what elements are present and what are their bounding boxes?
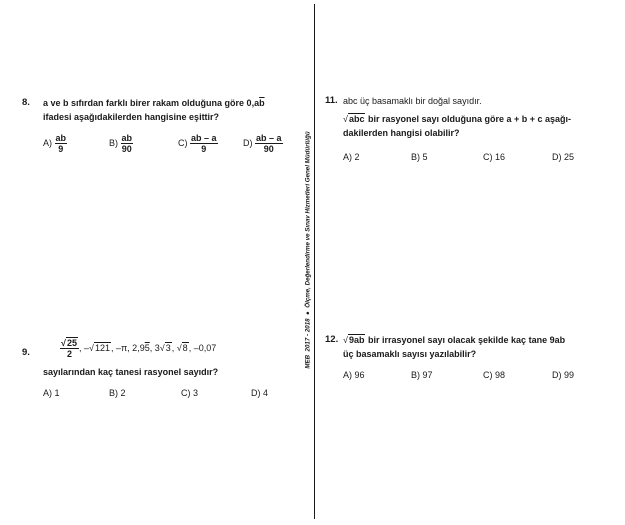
question-line: a ve b sıfırdan farklı birer rakam olduğuna göre 0,a (43, 98, 260, 108)
option-value: 5 (422, 152, 428, 162)
option-label: A) (343, 152, 352, 162)
option-value: 96 (354, 370, 365, 380)
question-line: ifadesi aşağıdakilerden hangisine eşittir? (43, 112, 220, 122)
denominator: 9 (201, 144, 207, 154)
side-publisher: MEB (304, 354, 312, 369)
option-value: 99 (564, 370, 575, 380)
fraction (121, 133, 134, 154)
option-label: B) (109, 388, 118, 398)
question-line: sayılarından kaç tanesi rasyonel sayıdır? (43, 367, 219, 377)
option-value: 25 (564, 152, 575, 162)
numerator: ab (55, 133, 67, 143)
radicand: 25 (66, 338, 77, 348)
list-text: , –π, 2,9 (110, 342, 145, 353)
radicand: 9ab (348, 335, 365, 345)
number-list: $\frac{√25}{2}$ , –√121, –π, 2,95, 3√3, √8, –0,07 (61, 338, 217, 359)
question-number: 8. (22, 97, 30, 108)
option-value: 2 (120, 388, 126, 398)
option-value: 3 (193, 388, 199, 398)
list-text: , –0,07 (188, 342, 217, 353)
option-label: A) (43, 388, 52, 398)
option-c[interactable] (178, 133, 218, 154)
option-label: D) (552, 152, 562, 162)
option-label: D) (552, 370, 562, 380)
option-c[interactable] (483, 370, 505, 380)
option-label: C) (178, 137, 188, 148)
option-label: C) (483, 152, 493, 162)
option-label: B) (411, 152, 420, 162)
fraction (190, 133, 218, 154)
numerator: ab – a (256, 133, 282, 143)
side-year: 2017 - 2018 (304, 318, 312, 352)
question-line: üç basamaklı sayısı yazılabilir? (343, 349, 477, 359)
option-b[interactable] (411, 152, 428, 162)
fraction (55, 133, 68, 154)
radicand: 121 (94, 342, 110, 353)
option-value: 1 (54, 388, 60, 398)
option-b[interactable] (109, 388, 126, 398)
denominator: 90 (263, 144, 274, 154)
option-value: 97 (422, 370, 433, 380)
option-label: C) (181, 388, 191, 398)
option-d[interactable] (552, 370, 574, 380)
list-text: , – (78, 342, 89, 353)
radicand: abc (348, 114, 365, 124)
question-text: √9ab bir irrasyonel sayı olacak şekilde kaç tane 9ab üç basamaklı sayısı yazılabilir? (343, 333, 613, 361)
option-a[interactable] (343, 152, 360, 162)
radicand: 3 (165, 342, 171, 353)
denominator: 9 (58, 144, 64, 154)
option-label: D) (251, 388, 261, 398)
option-label: B) (109, 137, 118, 148)
numerator: ab (121, 133, 133, 143)
option-c[interactable] (483, 152, 505, 162)
option-d[interactable] (243, 133, 283, 154)
question-number: 11. (325, 95, 338, 106)
option-a[interactable] (43, 388, 60, 398)
option-label: C) (483, 370, 493, 380)
option-b[interactable] (109, 133, 133, 154)
question-line: bir irrasyonel sayı olacak şekilde kaç tane 9ab (365, 335, 566, 345)
question-line: abc üç basamaklı bir doğal sayıdır. (343, 96, 482, 106)
numerator: √25 (61, 338, 77, 348)
repeating-digit: $\overline{b}$ (259, 98, 265, 108)
radicand: 8 (182, 342, 188, 353)
option-label: D) (243, 137, 253, 148)
option-b[interactable] (411, 370, 433, 380)
list-text: , 3 (149, 342, 160, 353)
option-value: 98 (495, 370, 506, 380)
option-value: 4 (263, 388, 269, 398)
denominator: 2 (66, 349, 72, 359)
option-value: 2 (354, 152, 360, 162)
fraction (255, 133, 283, 154)
side-directorate: Ölçme, Değerlendirme ve Sınav Hizmetleri Genel Müdürlüğü (304, 131, 312, 308)
column-divider (314, 4, 315, 519)
option-c[interactable] (181, 388, 198, 398)
option-d[interactable] (251, 388, 268, 398)
option-label: A) (343, 370, 352, 380)
option-a[interactable] (43, 133, 67, 154)
side-credit (305, 128, 312, 371)
option-a[interactable] (343, 370, 365, 380)
fraction (60, 338, 79, 359)
question-number: 12. (325, 334, 339, 345)
repeating-digit: 5 (144, 342, 150, 353)
question-number: 9. (22, 347, 30, 358)
numerator: ab – a (191, 133, 217, 143)
question-line: dakilerden hangisi olabilir? (343, 128, 460, 138)
question-text: abc üç basamaklı bir doğal sayıdır. √abc bir rasyonel sayı olduğuna göre a + b + c aşağı- dakilerden hangisi olabilir? (343, 94, 613, 140)
question-text (43, 96, 305, 124)
option-label: B) (411, 370, 420, 380)
option-label: A) (43, 137, 52, 148)
question-line: bir rasyonel sayı olduğuna göre a + b + c aşağı- (365, 114, 572, 124)
denominator: 90 (121, 144, 132, 154)
list-text: , (171, 342, 177, 353)
option-value: 16 (495, 152, 506, 162)
side-bullet: ● (304, 311, 312, 315)
option-d[interactable] (552, 152, 574, 162)
